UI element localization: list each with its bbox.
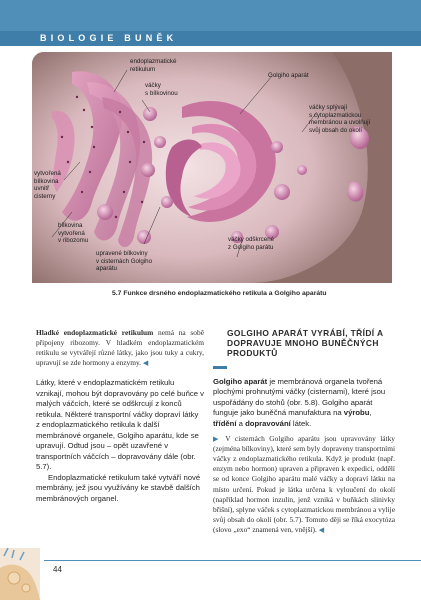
paragraph-membranes: Endoplazmatické retikulum také vytváří nové membrány, jež jsou využívány ke stavbě dalších membránových organel. [36, 472, 201, 503]
label-vesicles-protein: váčky s bílkovinou [145, 82, 178, 97]
paragraph-golgi-intro: Golgiho aparát je membránová organela tvořená plochými prohnutými váčky (cisternami), které jsou uspořádány do stohů (obr. 5.8). Golgiho aparát funguje jako buněčná manufaktura na výrobu, třídění a dopravování látek. [213, 376, 386, 428]
label-protein-ribosome: bílkovina vytvořená v ribozomu [58, 222, 89, 245]
paragraph-golgi-function: ▶ V cisternách Golgiho aparátu jsou upravovány látky (zejména bílkoviny), které sem byly dopraveny transportními váčky z endoplazmatického retikula. Když je produkt (např. enzym nebo hormon) upraven a připraven k expedici, oddělí se od konce Golgiho aparátu malé váčky a dopraví látku na místo určení. Pokud je látka určena k vyloučení do okolí (například hormon inzulin, jenž vzniká v buňkách slinivky břišní), splyne váček s cytoplazmatickou membránou a vylije svůj obsah do okolí (obr. 5.7). Tomuto ději se říká exocytóza (slovo „exo“ znamená ven, vnější). ◀ [213, 434, 396, 534]
corner-decoration [0, 548, 40, 600]
heading-accent-bar [213, 366, 227, 369]
label-er: endoplazmatické retikulum [130, 58, 177, 73]
label-golgi: Golgiho aparát [268, 72, 309, 79]
label-protein-inside: vytvořená bílkovina uvnitř cisterny [34, 170, 61, 200]
label-golgi-vesicles: váčky odškrcené z Golgiho parátu [228, 236, 275, 251]
start-marker: ▶ [213, 435, 221, 444]
term-smooth-er: Hladké endoplazmatické retikulum [36, 328, 154, 337]
end-marker: ◀ [318, 525, 325, 534]
page-number: 44 [53, 565, 62, 574]
end-marker: ◀ [142, 359, 149, 368]
section-heading: GOLGIHO APARÁT VYRÁBÍ, TŘÍDÍ A DOPRAVUJE MNOHO BUNĚČNÝCH PRODUKTŮ [227, 328, 384, 359]
footer-rule [44, 560, 421, 561]
figure-caption: 5.7 Funkce drsného endoplazmatického retikula a Golgiho aparátu [112, 290, 327, 297]
paragraph-smooth-er: Hladké endoplazmatické retikulum nemá na sobě připojeny ribozomy. V hladkém endoplazmatickém retikulu se vytvářejí různé látky, jako jsou tuky a cukry, upravují se zde hormony a enzymy. ◀ [36, 328, 204, 368]
left-column [36, 328, 204, 504]
chapter-title: BIOLOGIE BUNĚK [40, 33, 178, 43]
label-vesicles-fusing: váčky splývají s cytoplazmatickou membránou a uvolňují svůj obsah do okolí [309, 104, 371, 134]
cell-illustration [32, 52, 392, 283]
label-modified-protein: upravené bílkoviny v cisternách Golgiho aparátu [96, 250, 153, 273]
paragraph-transport: Látky, které v endoplazmatickém retikulu vznikají, mohou být dopravovány po celé buňce v malých váčcích, které se odškrcují z konců retikula. Některé transportní váčky dopraví látky z endoplazmatického retikula k další membránové organele, Golgiho aparátu, kde se upravují. Odtud jsou – opět uzavřené v transportních váčcích – dopravovány dále (obr. 5.7). [36, 378, 204, 472]
figure-illustration [32, 52, 392, 283]
right-column [213, 328, 395, 535]
